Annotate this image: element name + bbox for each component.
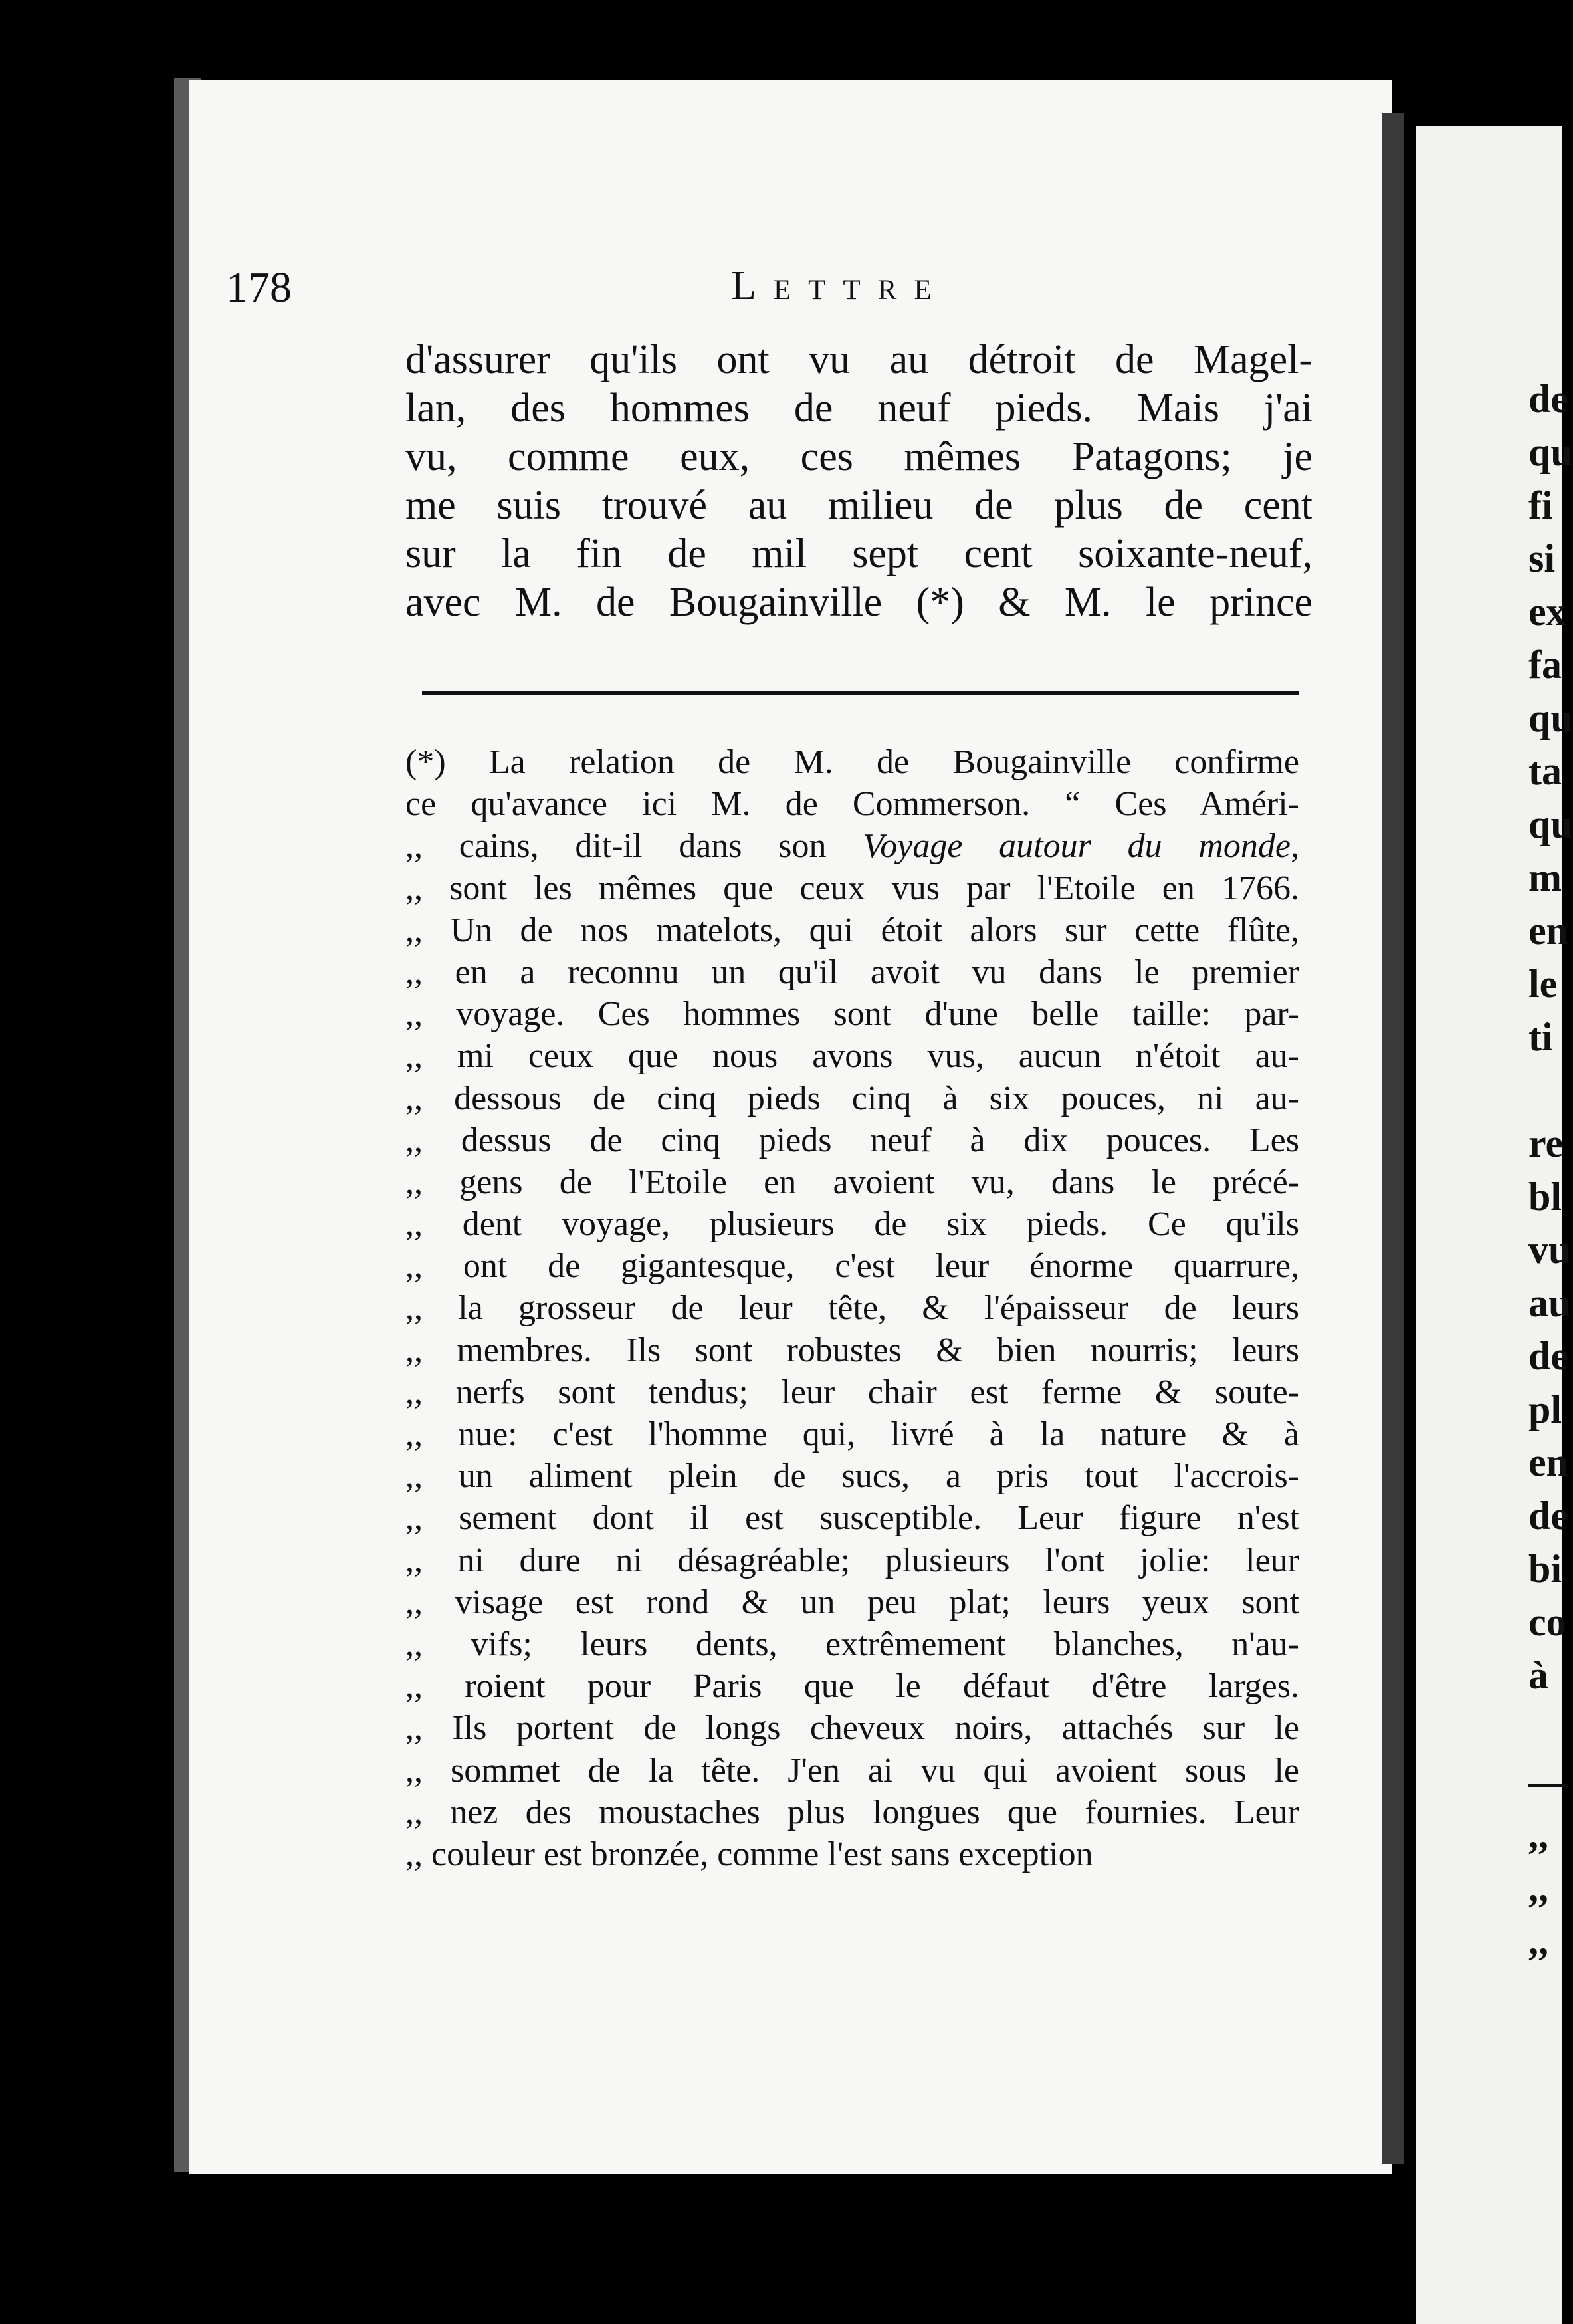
- footnote-line: ,, nez des moustaches plus longues que fournies. Leur: [405, 1793, 1299, 1831]
- facing-page-fragment: fa: [1528, 643, 1562, 687]
- page-header: [226, 263, 1316, 322]
- facing-page-fragment: qu: [1528, 696, 1573, 740]
- facing-page-fragment: —: [1528, 1760, 1568, 1803]
- facing-page-fragment: de: [1528, 1334, 1568, 1378]
- footnote-line: ,, membres. Ils sont robustes & bien nourris; leurs: [405, 1331, 1299, 1369]
- footnote-rule: [422, 691, 1299, 695]
- text-line: d'assurer qu'ils ont vu au détroit de Magel-: [405, 337, 1312, 382]
- facing-page-fragment: co: [1528, 1600, 1566, 1644]
- footnote-line: ,, Un de nos matelots, qui étoit alors sur cette flûte,: [405, 911, 1299, 949]
- footnote-line-italic: [405, 825, 1299, 867]
- facing-page-fragment: re: [1528, 1121, 1564, 1165]
- facing-page-fragment: de: [1528, 1494, 1568, 1538]
- facing-page-fragment: ex: [1528, 590, 1566, 634]
- facing-page-fragment: [1528, 1702, 1573, 1755]
- facing-page-fragment: vu: [1528, 1228, 1571, 1272]
- text-line: sur la fin de mil sept cent soixante-neuf,: [405, 531, 1312, 576]
- facing-page-fragment: en: [1528, 909, 1568, 953]
- page-number: 178: [226, 263, 292, 312]
- footnote-line: ,, en a reconnu un qu'il avoit vu dans le premier: [405, 953, 1299, 991]
- facing-page-fragment: ta: [1528, 749, 1562, 793]
- footnote-line: ,, dessus de cinq pieds neuf à dix pouces. Les: [405, 1121, 1299, 1159]
- main-text: [405, 336, 1312, 627]
- facing-page-fragment: [1528, 1064, 1573, 1117]
- footnote-line: ce qu'avance ici M. de Commerson. “ Ces Améri-: [405, 785, 1299, 824]
- footnote-line: ,, sommet de la tête. J'en ai vu qui avoient sous le: [405, 1751, 1299, 1790]
- facing-page-fragment: m: [1528, 856, 1562, 899]
- footnote-line: ,, un aliment plein de sucs, a pris tout l'accrois-: [405, 1457, 1299, 1496]
- footnote-line: ,, mi ceux que nous avons vus, aucun n'étoit au-: [405, 1037, 1299, 1076]
- footnote-italic-title: Voyage autour du monde: [863, 827, 1291, 866]
- footnote-line: ,, ont de gigantesque, c'est leur énorme quarrure,: [405, 1247, 1299, 1286]
- text-line: lan, des hommes de neuf pieds. Mais j'ai: [405, 386, 1312, 431]
- footnote-line: ,, visage est rond & un peu plat; leurs yeux sont: [405, 1583, 1299, 1621]
- facing-page-fragment: en: [1528, 1441, 1568, 1484]
- facing-page-fragment: si: [1528, 536, 1556, 580]
- footnote-line: ,, sement dont il est susceptible. Leur figure n'est: [405, 1499, 1299, 1538]
- facing-page-text: [1528, 372, 1573, 1968]
- page-gutter-edge: [1382, 113, 1404, 2164]
- running-title: Lettre: [731, 263, 949, 308]
- footnote-line: ,, couleur est bronzée, comme l'est sans exception: [405, 1835, 1093, 1873]
- footnote-line: ,, dessous de cinq pieds cinq à six pouces, ni au-: [405, 1079, 1299, 1117]
- footnote-line: ,, gens de l'Etoile en avoient vu, dans le précé-: [405, 1163, 1299, 1201]
- facing-page-fragment: de: [1528, 377, 1568, 421]
- facing-page-fragment: le: [1528, 962, 1558, 1006]
- footnote-line: ,, vifs; leurs dents, extrêmement blanches, n'au-: [405, 1625, 1299, 1663]
- facing-page-fragment: ,,: [1528, 1813, 1548, 1857]
- footnote-line: ,, la grosseur de leur tête, & l'épaisseur de leurs: [405, 1289, 1299, 1328]
- facing-page-fragment: qu: [1528, 430, 1573, 474]
- footnote-line: ,, ni dure ni désagréable; plusieurs l'ont jolie: leur: [405, 1541, 1299, 1579]
- facing-page-fragment: ,,: [1528, 1866, 1548, 1910]
- footnote: [405, 741, 1299, 1875]
- facing-page-fragment: ,,: [1528, 1919, 1548, 1963]
- facing-page-fragment: bi: [1528, 1547, 1562, 1591]
- text-line: avec M. de Bougainville (*) & M. le prince: [405, 580, 1312, 625]
- footnote-line: ,, voyage. Ces hommes sont d'une belle taille: par-: [405, 995, 1299, 1034]
- facing-page-fragment: pl: [1528, 1387, 1562, 1431]
- facing-page-fragment: ti: [1528, 1015, 1553, 1059]
- footnote-line: ,, nerfs sont tendus; leur chair est ferme & soute-: [405, 1373, 1299, 1411]
- facing-page-fragment: fi: [1528, 483, 1553, 527]
- footnote-line: ,, Ils portent de longs cheveux noirs, attachés sur le: [405, 1709, 1299, 1748]
- footnote-text: La relation de M. de Bougainville confirme: [488, 743, 1299, 781]
- text-line: me suis trouvé au milieu de plus de cent: [405, 483, 1312, 528]
- footnote-marker: (*): [405, 743, 446, 781]
- facing-page-fragment: au: [1528, 1281, 1571, 1325]
- footnote-line: ,, nue: c'est l'homme qui, livré à la nature & à: [405, 1415, 1299, 1453]
- footnote-line: ,, dent voyage, plusieurs de six pieds. Ce qu'ils: [405, 1205, 1299, 1244]
- footnote-text: ,, cains, dit-il dans son: [405, 827, 863, 866]
- footnote-text: ,: [1291, 827, 1299, 866]
- facing-page-fragment: à: [1528, 1653, 1548, 1697]
- footnote-line-first: [405, 741, 1299, 783]
- text-line: vu, comme eux, ces mêmes Patagons; je: [405, 434, 1312, 479]
- facing-page-fragment: bl: [1528, 1175, 1562, 1219]
- footnote-line: ,, sont les mêmes que ceux vus par l'Etoile en 1766.: [405, 869, 1299, 907]
- facing-page-fragment: qu: [1528, 802, 1573, 846]
- footnote-line: ,, roient pour Paris que le défaut d'être larges.: [405, 1667, 1299, 1706]
